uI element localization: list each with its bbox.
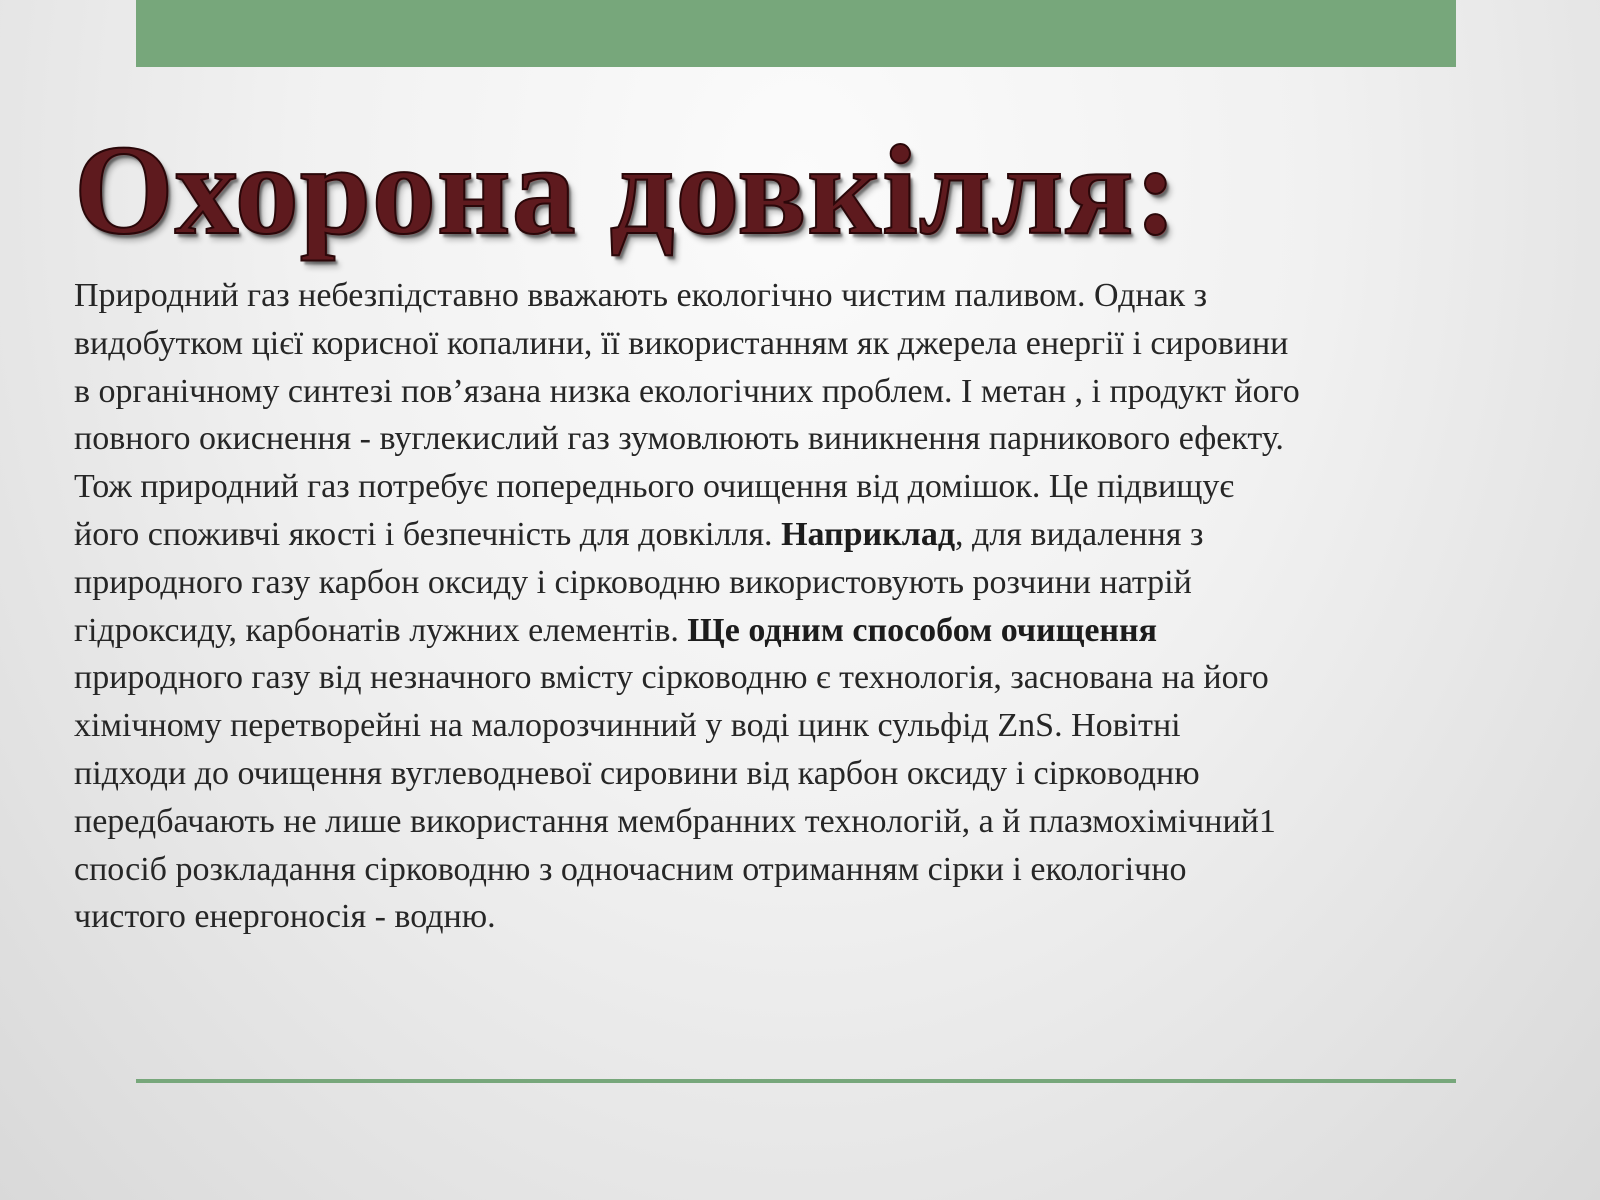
body-text-run: гідроксиду, карбонатів лужних елементів. xyxy=(74,611,688,649)
slide-body-text xyxy=(74,272,1554,941)
body-line: Тож природний газ потребує попереднього очищення від домішок. Це підвищує xyxy=(74,468,1234,506)
body-line: природного газу карбон оксиду і сірководню використовують розчини натрій xyxy=(74,563,1192,601)
emphasis-another-method: Ще одним способом очищення xyxy=(687,611,1157,649)
body-line: чистого енергоносія - водню. xyxy=(74,898,496,936)
body-text-run: його споживчі якості і безпечність для довкілля. xyxy=(74,515,782,553)
body-line: спосіб розкладання сірководню з одночасним отриманням сірки і екологічно xyxy=(74,850,1187,888)
emphasis-example: Наприклад xyxy=(781,515,956,553)
body-line: видобутком цієї корисної копалини, її використанням як джерела енергії і сировини xyxy=(74,324,1289,362)
slide-title: Охорона довкілля: xyxy=(74,119,1179,261)
body-line: в органічному синтезі пов’язана низка екологічних проблем. І метан , і продукт його xyxy=(74,372,1300,410)
body-line: хімічному перетворейні на малорозчинний у воді цинк сульфід ZnS. Новітні xyxy=(74,707,1181,745)
body-line xyxy=(74,511,1554,559)
body-line: підходи до очищення вуглеводневої сировини від карбон оксиду і сірководню xyxy=(74,754,1200,792)
body-line: передбачають не лише використання мембранних технологій, а й плазмохімічний1 xyxy=(74,802,1276,840)
body-line: природного газу від незначного вмісту сірководню є технологія, заснована на його xyxy=(74,659,1269,697)
body-line: Природний газ небезпідставно вважають екологічно чистим паливом. Однак з xyxy=(74,277,1208,314)
bottom-accent-rule xyxy=(136,1079,1456,1083)
body-line xyxy=(74,607,1554,655)
top-accent-bar xyxy=(136,0,1456,67)
body-text-run: , для видалення з xyxy=(955,515,1204,553)
body-line: повного окиснення - вуглекислий газ зумовлюють виникнення парникового ефекту. xyxy=(74,420,1284,458)
